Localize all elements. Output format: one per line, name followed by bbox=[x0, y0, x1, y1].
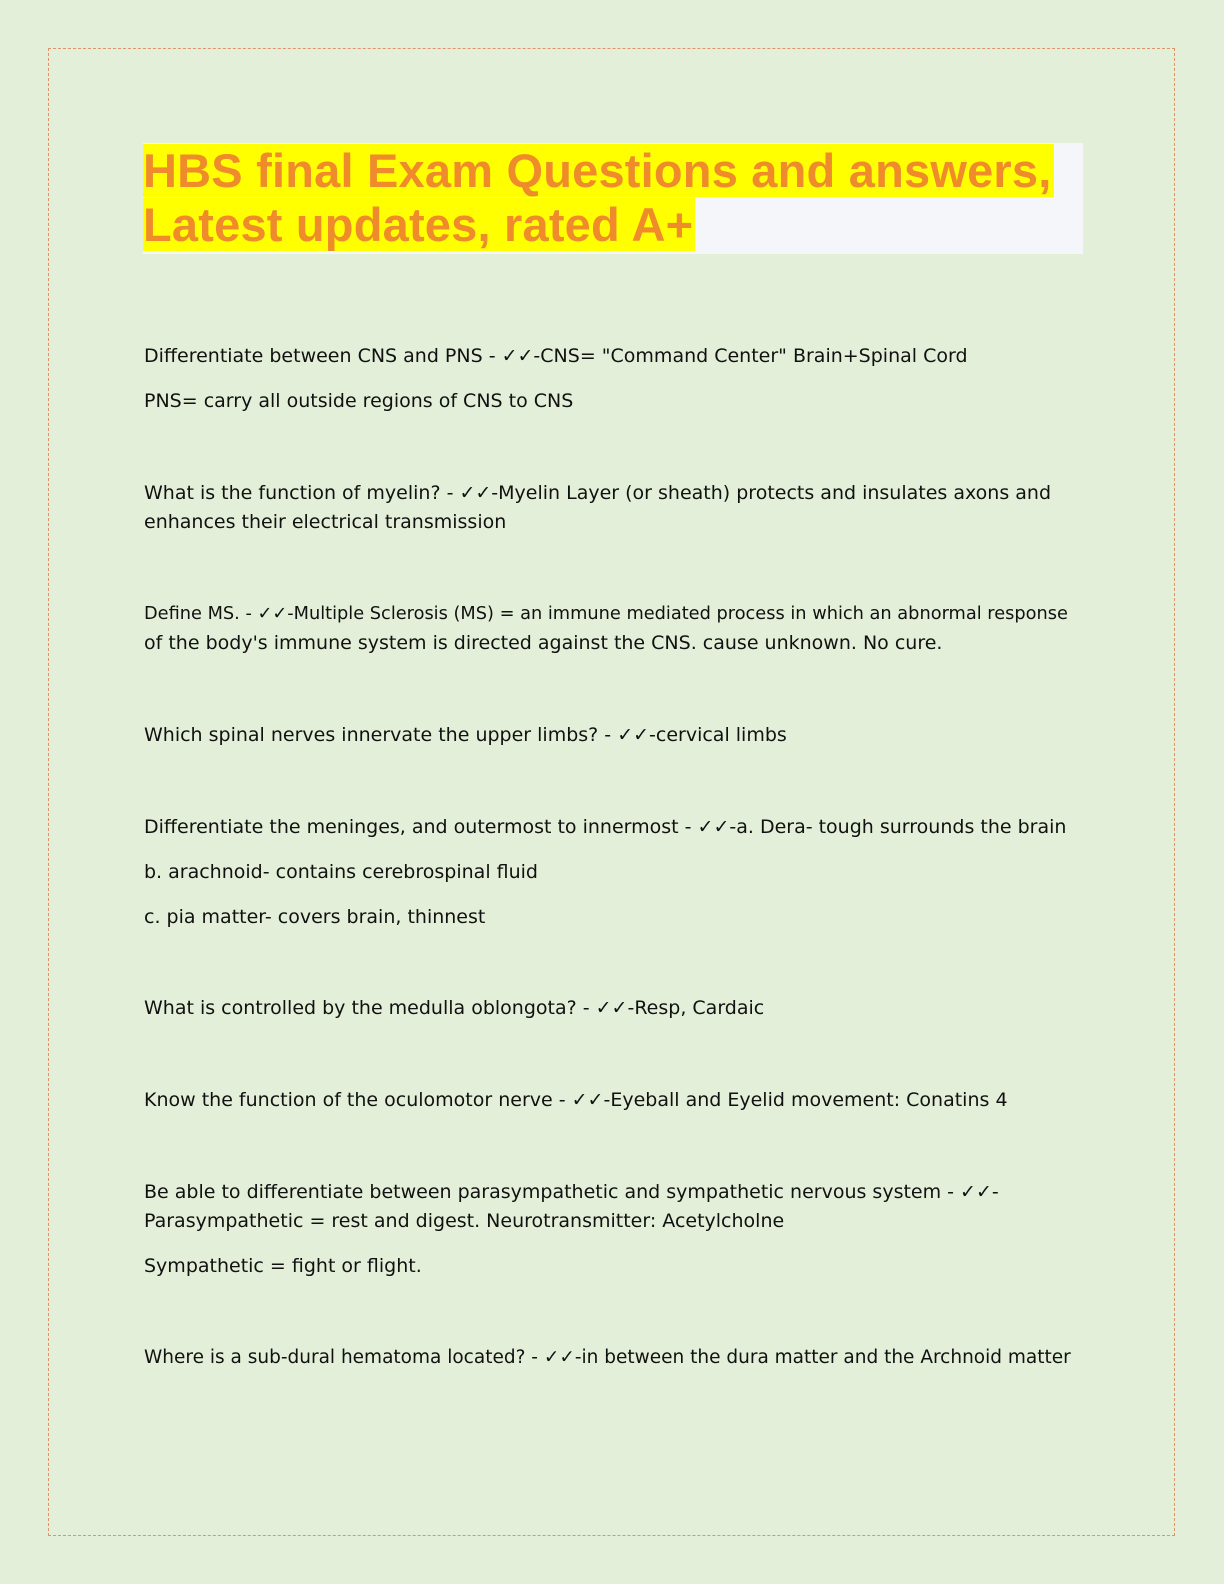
title-line-2: Latest updates, rated A+ bbox=[143, 198, 694, 251]
qa-line: Which spinal nerves innervate the upper limbs? - ✓✓-cervical limbs bbox=[144, 724, 787, 746]
qa-item bbox=[144, 1343, 1071, 1372]
qa-item bbox=[144, 342, 968, 416]
qa-item bbox=[144, 994, 764, 1023]
qa-line: of the body's immune system is directed against the CNS. cause unknown. No cure. bbox=[144, 632, 943, 654]
qa-line: Sympathetic = fight or flight. bbox=[144, 1255, 422, 1277]
qa-line: Define MS. - ✓✓-Multiple Sclerosis (MS) = an immune mediated process in which an abnormal response bbox=[144, 604, 1068, 624]
qa-item bbox=[144, 813, 1066, 932]
qa-line: Differentiate the meninges, and outermost to innermost - ✓✓-a. Dera- tough surrounds the brain bbox=[144, 816, 1067, 838]
qa-line: What is the function of myelin? - ✓✓-Myelin Layer (or sheath) protects and insulates axons and bbox=[144, 482, 1051, 504]
qa-line: b. arachnoid- contains cerebrospinal fluid bbox=[144, 861, 538, 883]
qa-line: Differentiate between CNS and PNS - ✓✓-CNS= "Command Center" Brain+Spinal Cord bbox=[144, 345, 968, 367]
qa-item bbox=[144, 721, 787, 750]
qa-line: PNS= carry all outside regions of CNS to CNS bbox=[144, 390, 574, 412]
qa-line: Parasympathetic = rest and digest. Neurotransmitter: Acetylcholne bbox=[144, 1210, 785, 1232]
qa-line: enhances their electrical transmission bbox=[144, 511, 507, 533]
qa-item bbox=[144, 479, 1051, 537]
qa-line: Know the function of the oculomotor nerve - ✓✓-Eyeball and Eyelid movement: Conatins 4 bbox=[144, 1089, 1008, 1111]
qa-line: Where is a sub-dural hematoma located? - ✓✓-in between the dura matter and the Archnoid matter bbox=[144, 1347, 1071, 1368]
qa-line: What is controlled by the medulla oblongota? - ✓✓-Resp, Cardaic bbox=[144, 997, 765, 1019]
page-border bbox=[48, 48, 1175, 1536]
qa-item bbox=[144, 1178, 999, 1281]
qa-item bbox=[144, 600, 1068, 658]
qa-line: Be able to differentiate between parasympathetic and sympathetic nervous system - ✓✓- bbox=[144, 1181, 999, 1203]
title-block bbox=[143, 143, 1083, 254]
document-title bbox=[143, 143, 1083, 252]
title-line-1: HBS final Exam Questions and answers, bbox=[143, 144, 1052, 197]
qa-line: c. pia matter- covers brain, thinnest bbox=[144, 906, 486, 928]
qa-item bbox=[144, 1086, 1008, 1115]
